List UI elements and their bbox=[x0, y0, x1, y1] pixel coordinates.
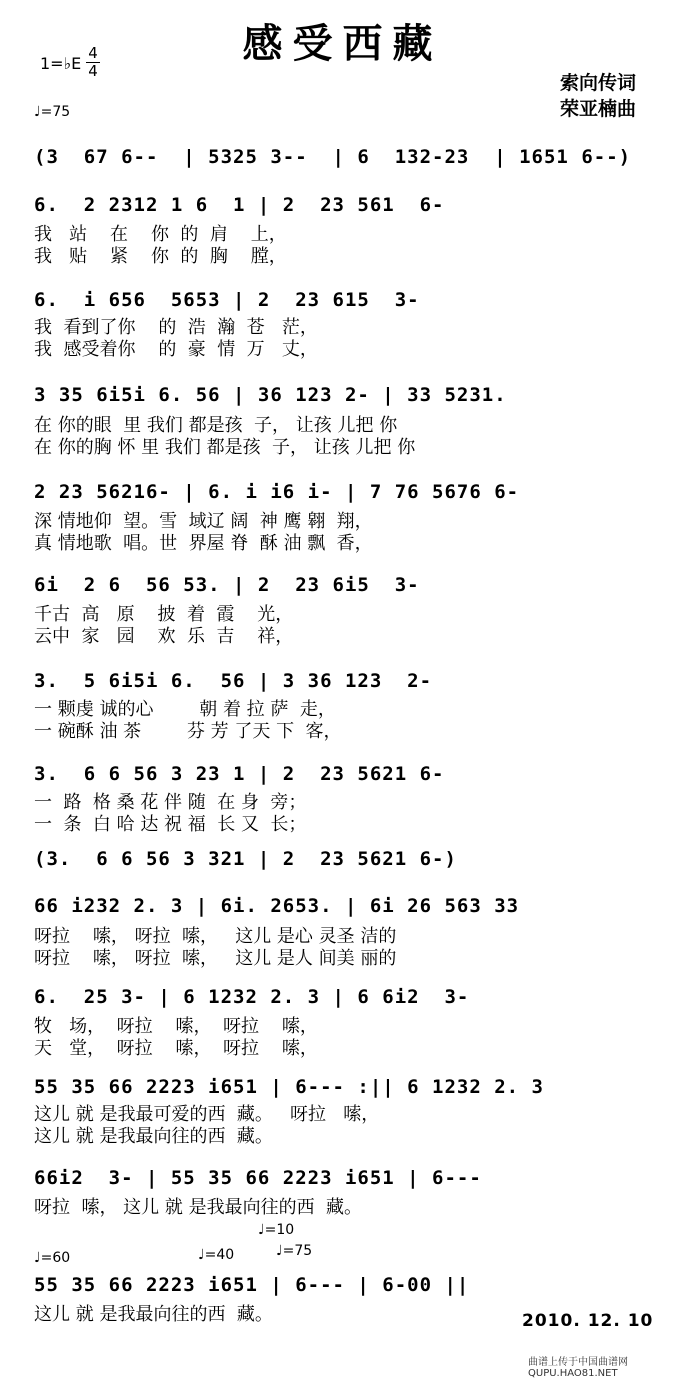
score-line-5: 2 23 56216- | 6. i i6 i- | 7 76 5676 6- bbox=[34, 481, 520, 503]
composer-credit: 荣亚楠曲 bbox=[560, 98, 637, 120]
footer-watermark bbox=[528, 1357, 684, 1379]
lyric-line-8b: 一 条 白 哈 达 祝 福 长 又 长； bbox=[34, 814, 307, 835]
meter-top: 4 bbox=[88, 44, 98, 62]
lyric-line-3b: 我 感受着你 的 豪 情 万 丈， bbox=[34, 339, 318, 360]
meter-bottom: 4 bbox=[88, 62, 98, 80]
lyric-line-8a: 一 路 格 桑 花 伴 随 在 身 旁； bbox=[34, 792, 307, 813]
lyric-line-7b: 一 碗酥 油 茶 芬 芳 了天 下 客， bbox=[34, 721, 342, 742]
lyric-line-4a: 在 你的眼 里 我们 都是孩 子， 让孩 儿把 你 bbox=[34, 415, 398, 436]
score-line-9: (3. 6 6 56 3 321 | 2 23 5621 6-) bbox=[34, 848, 457, 870]
score-line-11: 6. 25 3- | 6 1232 2. 3 | 6 6i2 3- bbox=[34, 986, 470, 1008]
page-title: 感受西藏 bbox=[242, 21, 443, 67]
lyric-line-4b: 在 你的胸 怀 里 我们 都是孩 子， 让孩 儿把 你 bbox=[34, 437, 416, 458]
score-line-8: 3. 6 6 56 3 23 1 | 2 23 5621 6- bbox=[34, 763, 445, 785]
score-line-7: 3. 5 6i5i 6. 56 | 3 36 123 2- bbox=[34, 670, 433, 692]
score-line-2: 6. 2 2312 1 6 1 | 2 23 561 6- bbox=[34, 194, 445, 216]
lyric-line-12b: 这儿 就 是我最向往的西 藏。 bbox=[34, 1126, 273, 1147]
lyric-line-2b: 我 贴 紧 你 的 胸 膛， bbox=[34, 246, 287, 267]
score-line-6: 6i 2 6 56 53. | 2 23 6i5 3- bbox=[34, 574, 420, 596]
lyric-line-10a: 呀拉 嗦， 呀拉 嗦， 这儿 是心 灵圣 洁的 bbox=[34, 926, 397, 947]
lyric-line-11a: 牧 场， 呀拉 嗦， 呀拉 嗦， bbox=[34, 1016, 318, 1037]
score-line-10: 66 i232 2. 3 | 6i. 2653. | 6i 26 563 33 bbox=[34, 895, 520, 917]
lyric-line-2a: 我 站 在 你 的 肩 上， bbox=[34, 224, 287, 245]
score-line-1: (3 67 6-- | 5325 3-- | 6 132-23 | 1651 6--) bbox=[34, 146, 632, 168]
lyric-line-5a: 深 情地仰 望。雪 域辽 阔 神 鹰 翱 翔， bbox=[34, 511, 373, 532]
tempo-marking: ♩=75 bbox=[34, 104, 71, 120]
lyric-line-14a: 这儿 就 是我最向往的西 藏。 bbox=[34, 1304, 273, 1325]
date-stamp: 2010. 12. 10 bbox=[522, 1311, 654, 1331]
lyric-line-7a: 一 颗虔 诚的心 朝 着 拉 萨 走， bbox=[34, 699, 336, 720]
lyric-line-10b: 呀拉 嗦， 呀拉 嗦， 这儿 是人 间美 丽的 bbox=[34, 948, 397, 969]
footer-line-1: 曲谱上传于中国曲谱网 bbox=[528, 1357, 628, 1368]
tempo-change-40: ♩=40 bbox=[198, 1247, 235, 1263]
time-signature bbox=[86, 46, 100, 79]
lyric-line-3a: 我 看到了你 的 浩 瀚 苍 茫， bbox=[34, 317, 318, 338]
score-line-3: 6. i 656 5653 | 2 23 615 3- bbox=[34, 289, 420, 311]
footer-line-2: QUPU.HAO81.NET bbox=[528, 1368, 618, 1379]
lyric-line-6b: 云中 家 园 欢 乐 吉 祥， bbox=[34, 626, 294, 647]
score-line-4: 3 35 6i5i 6. 56 | 36 123 2- | 33 5231. bbox=[34, 384, 507, 406]
score-line-13: 66i2 3- | 55 35 66 2223 i651 | 6--- bbox=[34, 1167, 482, 1189]
lyric-line-5b: 真 情地歌 唱。世 界屋 脊 酥 油 飘 香， bbox=[34, 533, 373, 554]
tempo-change-10: ♩=10 bbox=[258, 1222, 295, 1238]
lyric-line-12a: 这儿 就 是我最可爱的西 藏。 呀拉 嗦， bbox=[34, 1104, 380, 1125]
lyricist-credit: 索向传词 bbox=[560, 72, 637, 94]
tempo-change-60: ♩=60 bbox=[34, 1250, 71, 1266]
score-line-12: 55 35 66 2223 i651 | 6--- :|| 6 1232 2. 3 bbox=[34, 1076, 544, 1098]
lyric-line-6a: 千古 高 原 披 着 霞 光， bbox=[34, 604, 294, 625]
lyric-line-11b: 天 堂， 呀拉 嗦， 呀拉 嗦， bbox=[34, 1038, 318, 1059]
score-line-14: 55 35 66 2223 i651 | 6--- | 6-00 || bbox=[34, 1274, 470, 1296]
key-signature: 1=♭E bbox=[40, 54, 82, 73]
tempo-change-75: ♩=75 bbox=[276, 1243, 313, 1259]
lyric-line-13a: 呀拉 嗦， 这儿 就 是我最向往的西 藏。 bbox=[34, 1197, 363, 1218]
